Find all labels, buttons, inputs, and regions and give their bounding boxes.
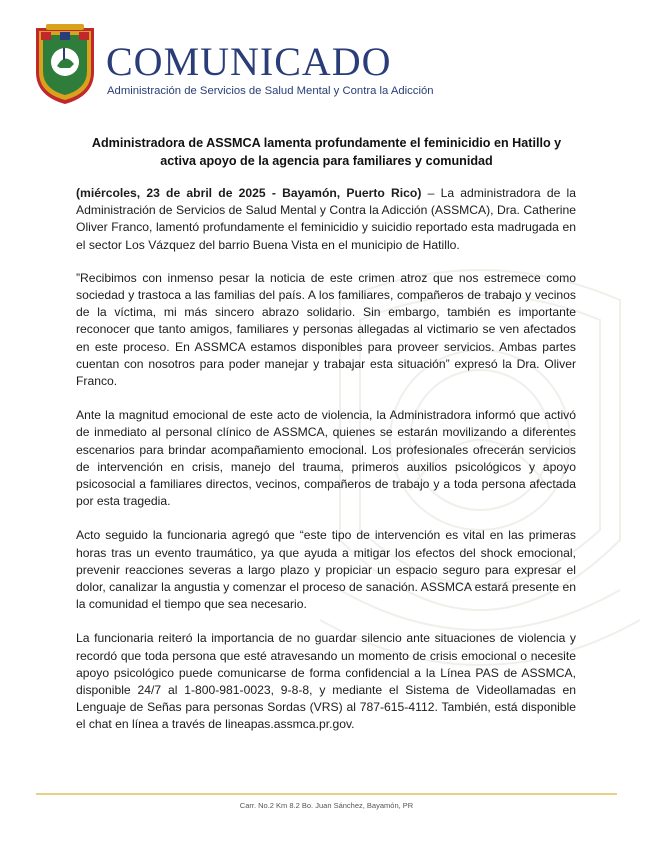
agency-subtitle: Administración de Servicios de Salud Mental y Contra la Adicción <box>107 85 434 97</box>
headline-line-1: Administradora de ASSMCA lamenta profundamente el feminicidio en Hatillo y <box>91 136 562 150</box>
press-release-body <box>76 185 576 751</box>
header <box>32 20 632 112</box>
body-paragraph-4: Acto seguido la funcionaria agregó que “este tipo de intervención es vital en las primeras horas tras un evento traumático, ya que ayuda a mitigar los efectos del shock emocional, prevenir reacciones severas a largo plazo y propiciar un espacio seguro para expresar el dolor, canalizar la angustia y comenzar el proceso de sanación. ASSMCA estará presente en la comunidad el tiempo que sea necesario. <box>76 528 576 612</box>
body-paragraph-5: La funcionaria reiteró la importancia de no guardar silencio ante situaciones de violencia y recordó que toda persona que esté atravesando un momento de crisis emocional o necesite apoyo psicológico puede comunicarse de forma confidencial a la Línea PAS de ASSMCA, disponible 24/7 al 1-800-981-0023, 9-8-8, y mediante el Sistema de Videollamadas en Lenguaje de Señas para personas Sordas (VRS) al 787-615-4112. También, está disponible el chat en línea a través de lineapas.assmca.pr.gov. <box>76 631 576 732</box>
press-release-headline <box>60 134 593 170</box>
headline-line-2: activa apoyo de la agencia para familiares y comunidad <box>160 154 493 168</box>
puerto-rico-coat-of-arms-icon <box>32 20 98 106</box>
footer-divider <box>36 793 617 795</box>
body-paragraph-1-text: – La administradora de la Administración de Servicios de Salud Mental y Contra la Adicción (ASSMCA), Dra. Catherine Oliver Franco, lamentó profundamente el feminicidio y suicidio reportado esta madrugada en el sector Los Vázquez del barrio Buena Vista en el municipio de Hatillo. <box>76 186 576 252</box>
footer-address: Carr. No.2 Km 8.2 Bo. Juan Sánchez, Bayamón, PR <box>239 801 414 810</box>
body-paragraph-2: ”Recibimos con inmenso pesar la noticia de este crimen atroz que nos estremece como sociedad y trastoca a las familias del país. A los familiares, compañeros de trabajo y vecinos de la víctima, mi más sincero abrazo solidario. Sin embargo, también es importante reconocer que tanto amigos, familiares y personas allegadas al victimario se ven afectados en este proceso. En ASSMCA estamos disponibles para proveer servicios. Ambas partes cuentan con nosotros para poder manejar y trabajar esta situación” expresó la Dra. Oliver Franco. <box>76 270 576 389</box>
body-paragraph-1 <box>76 185 576 254</box>
page-title: COMUNICADO <box>106 39 392 84</box>
body-paragraph-3: Ante la magnitud emocional de este acto de violencia, la Administradora informó que activó de inmediato al personal clínico de ASSMCA, quienes se estarán movilizando a diferentes escenarios para brindar acompañamiento emocional. Los profesionales ofrecerán servicios de intervención en crisis, manejo del trauma, primeros auxilios psicológicos y apoyo psicosocial a familiares directos, vecinos, compañeros de trabajo y a toda persona afectada por esta tragedia. <box>76 408 576 509</box>
dateline: (miércoles, 23 de abril de 2025 - Bayamón, Puerto Rico) <box>76 186 422 200</box>
